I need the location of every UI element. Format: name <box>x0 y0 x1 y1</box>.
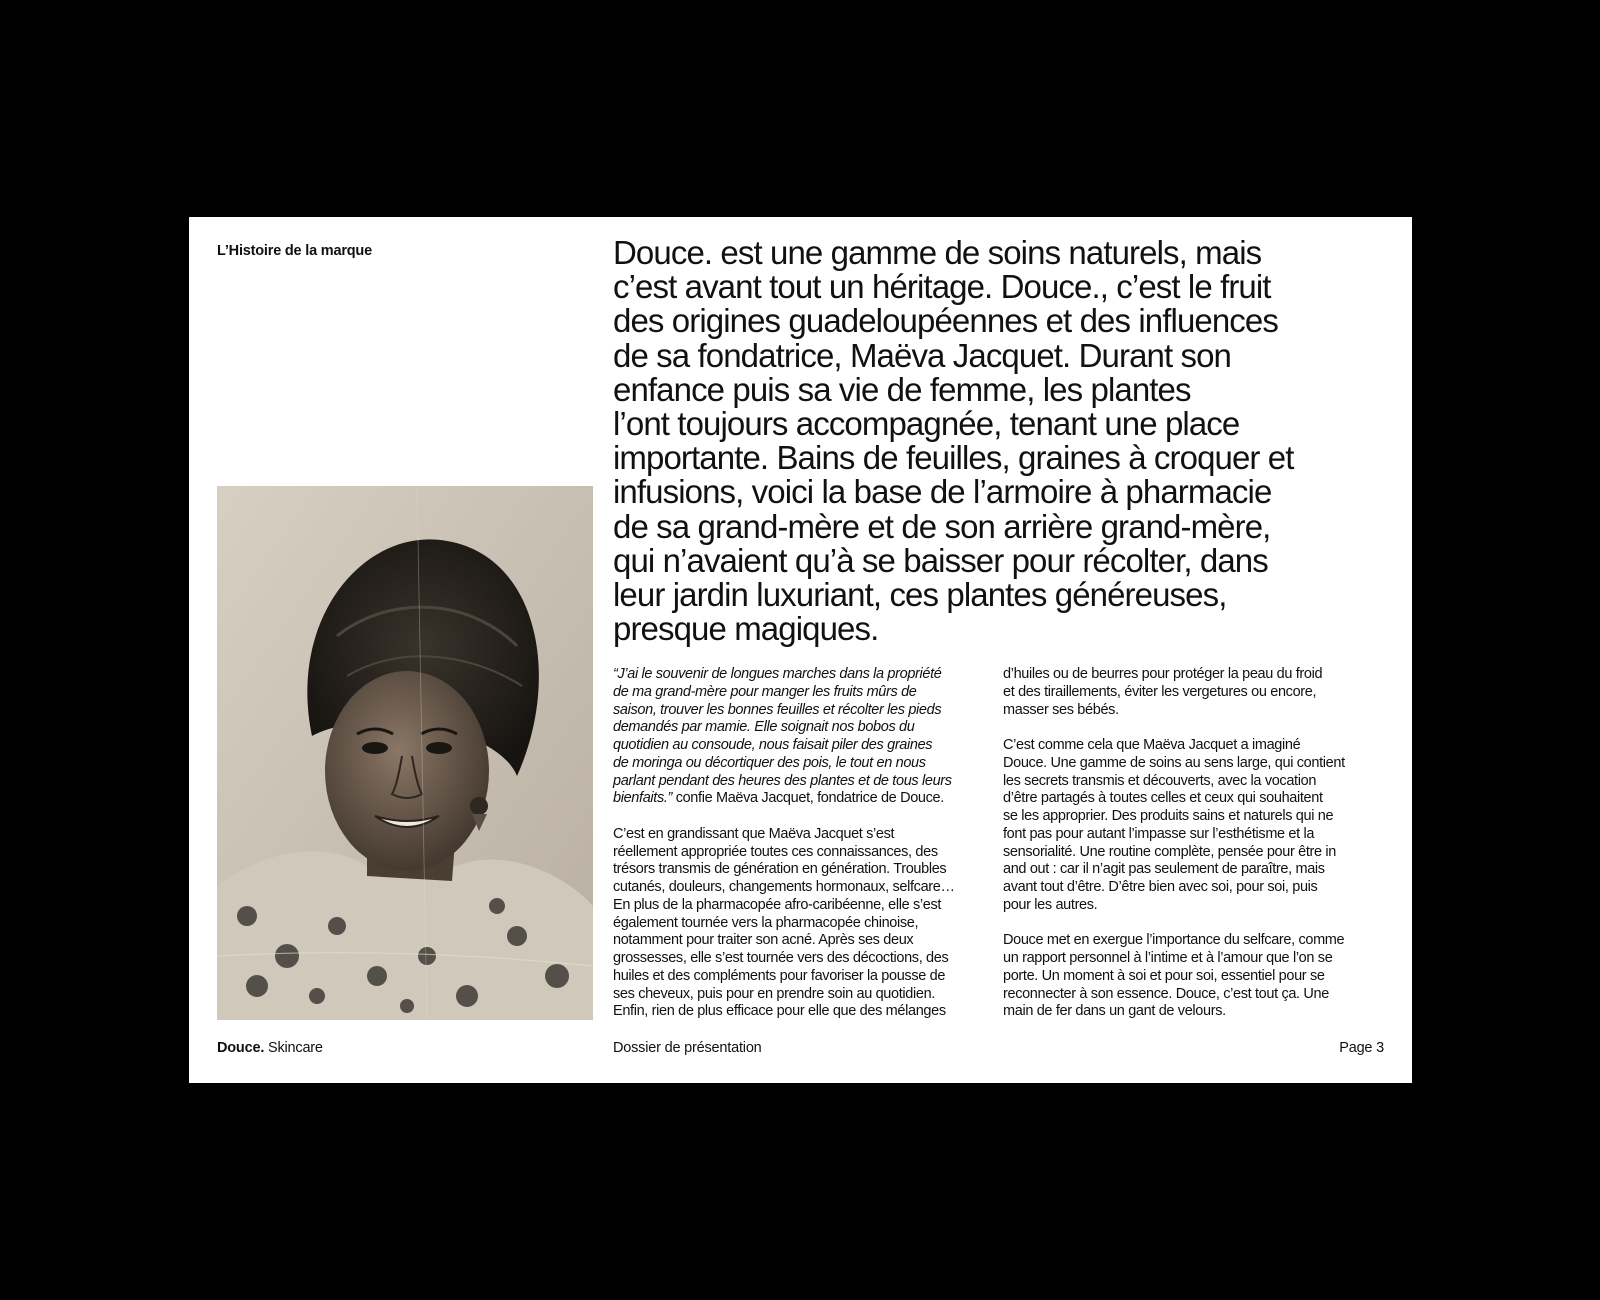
lead-line: de sa fondatrice, Maëva Jacquet. Durant son <box>613 336 1232 374</box>
body-line: un rapport personnel à l’intime et à l’amour que l’on se <box>1003 950 1333 966</box>
footer-document-title: Dossier de présentation <box>613 1040 762 1056</box>
body-line: trésors transmis de génération en génération. Troubles <box>613 861 947 878</box>
lead-line: de sa grand-mère et de son arrière grand-mère, <box>613 507 1271 545</box>
body-line: se les approprier. Des produits sains et naturels qui ne <box>1003 808 1334 824</box>
brand-name: Douce. <box>217 1040 265 1056</box>
body-paragraph <box>1003 666 1403 719</box>
body-line: masser ses bébés. <box>1003 701 1119 718</box>
body-line: également tournée vers la pharmacopée chinoise, <box>613 914 919 931</box>
body-column-left <box>613 666 1013 1021</box>
body-paragraph <box>613 826 1013 1021</box>
body-line: réellement appropriée toutes ces connaissances, des <box>613 843 938 860</box>
lead-line: l’ont toujours accompagnée, tenant une place <box>613 405 1240 443</box>
quote-line: saison, trouver les bonnes feuilles et récolter les pieds <box>613 701 942 718</box>
body-line: Douce met en exergue l’importance du selfcare, comme <box>1003 932 1345 949</box>
paragraph-gap <box>1003 719 1403 737</box>
body-line: et des tiraillements, éviter les vergetures ou encore, <box>1003 683 1317 700</box>
document-page <box>189 217 1412 1083</box>
body-line: and out : car il n’agit pas seulement de paraître, mais <box>1003 861 1325 878</box>
quote-end: bienfaits.” <box>613 790 673 807</box>
lead-line: leur jardin luxuriant, ces plantes généreuses, <box>613 576 1227 614</box>
lead-line: importante. Bains de feuilles, graines à croquer et <box>613 439 1294 477</box>
lead-line: Douce. est une gamme de soins naturels, mais <box>613 234 1262 271</box>
body-paragraph <box>1003 932 1403 1021</box>
portrait-photo <box>217 486 593 1020</box>
lead-line: presque magiques. <box>613 610 879 648</box>
body-line: font pas pour autant l’impasse sur l’esthétisme et la <box>1003 825 1315 842</box>
body-line: d’huiles ou de beurres pour protéger la peau du froid <box>1003 666 1323 682</box>
lead-line: des origines guadeloupéennes et des influences <box>613 302 1278 340</box>
quote-line: de ma grand-mère pour manger les fruits mûrs de <box>613 683 917 700</box>
body-line: C’est comme cela que Maëva Jacquet a imaginé <box>1003 737 1301 753</box>
section-label: L’Histoire de la marque <box>217 243 372 259</box>
body-line: grossesses, elle s’est tournée vers des décoctions, des <box>613 950 949 966</box>
portrait-illustration <box>217 486 593 1020</box>
body-line: notamment pour traiter son acné. Après ses deux <box>613 932 914 949</box>
body-column-right <box>1003 666 1403 1021</box>
body-line: En plus de la pharmacopée afro-caribéenne, elle s’est <box>613 896 942 913</box>
brand-suffix: Skincare <box>264 1040 323 1056</box>
body-line: C’est en grandissant que Maëva Jacquet s’est <box>613 825 895 842</box>
body-line: main de fer dans un gant de velours. <box>1003 1003 1226 1020</box>
body-line: Enfin, rien de plus efficace pour elle que des mélanges <box>613 1003 946 1020</box>
quote-line: de moringa ou décortiquer des pois, le tout en nous <box>613 754 926 771</box>
lead-paragraph <box>613 236 1393 646</box>
body-line: pour les autres. <box>1003 896 1098 913</box>
body-line: reconnecter à son essence. Douce, c’est tout ça. Une <box>1003 985 1329 1002</box>
quote-line: quotidien au consoude, nous faisait piler des graines <box>613 737 933 753</box>
quote-line-last <box>613 790 1013 808</box>
lead-line: infusions, voici la base de l’armoire à pharmacie <box>613 473 1272 511</box>
body-paragraph <box>1003 737 1403 915</box>
body-line: avant tout d’être. D’être bien avec soi, pour soi, puis <box>1003 879 1318 895</box>
body-line: les secrets transmis et découverts, avec la vocation <box>1003 772 1317 789</box>
body-line: ses cheveux, puis pour en prendre soin au quotidien. <box>613 985 935 1002</box>
footer-brand <box>217 1040 323 1056</box>
lead-line: enfance puis sa vie de femme, les plantes <box>613 370 1191 408</box>
paragraph-gap <box>1003 915 1403 933</box>
lead-line: c’est avant tout un héritage. Douce., c’est le fruit <box>613 268 1271 306</box>
paragraph-gap <box>613 808 1013 826</box>
founder-quote <box>613 666 1013 808</box>
body-line: cutanés, douleurs, changements hormonaux, selfcare… <box>613 879 955 895</box>
quote-line: demandés par mamie. Elle soignait nos bobos du <box>613 719 915 736</box>
body-line: porte. Un moment à soi et pour soi, essentiel pour se <box>1003 967 1325 984</box>
quote-line: “J’ai le souvenir de longues marches dans la propriété <box>613 666 942 682</box>
quote-attribution: confie Maëva Jacquet, fondatrice de Douce. <box>672 790 944 807</box>
body-line: d’être partagés à toutes celles et ceux qui souhaitent <box>1003 790 1323 807</box>
body-line: sensorialité. Une routine complète, pensée pour être in <box>1003 843 1336 860</box>
lead-line: qui n’avaient qu’à se baisser pour récolter, dans <box>613 541 1268 579</box>
body-line: huiles et des compléments pour favoriser la pousse de <box>613 967 946 984</box>
page-number: Page 3 <box>1339 1040 1384 1056</box>
body-line: Douce. Une gamme de soins au sens large, qui contient <box>1003 754 1345 771</box>
quote-line: parlant pendant des heures des plantes et de tous leurs <box>613 772 952 789</box>
